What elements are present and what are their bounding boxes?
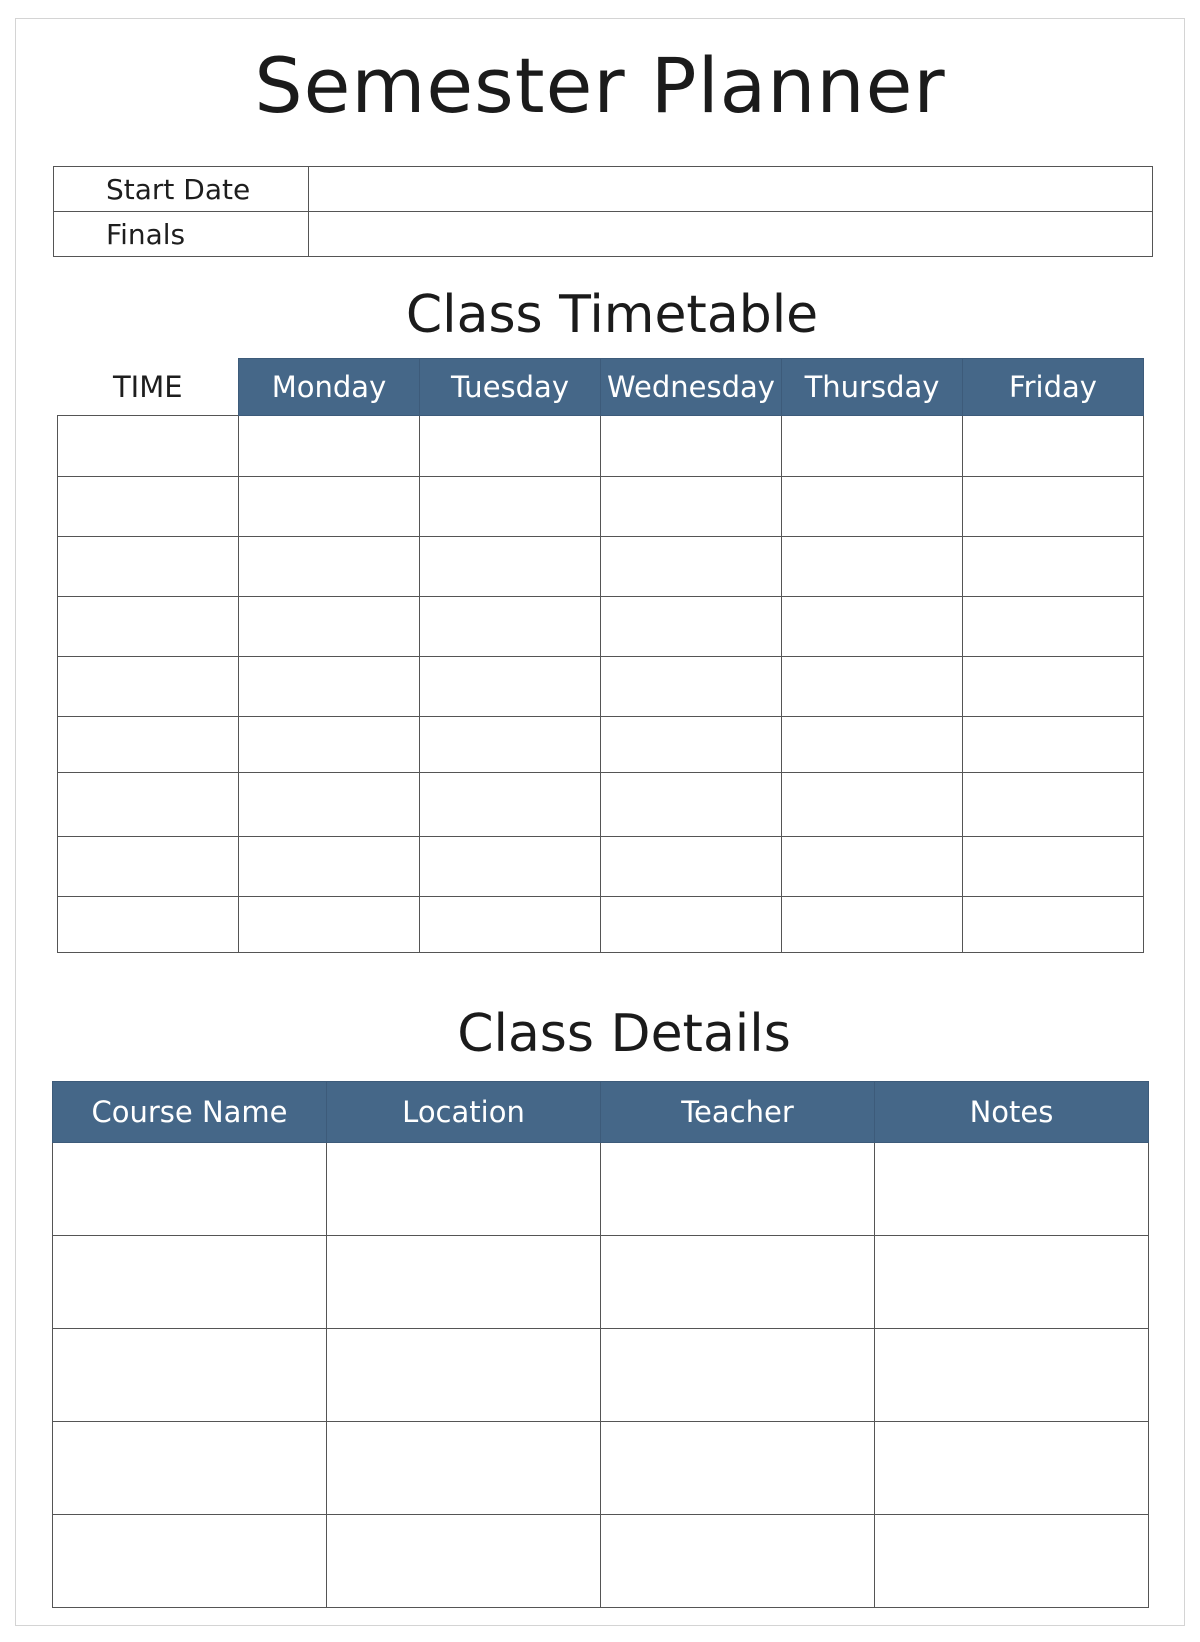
class-timetable [57,358,1144,953]
timetable-row [58,897,1144,953]
timetable-cell-monday[interactable] [239,897,420,953]
timetable-title: Class Timetable [405,285,819,345]
details-body [53,1143,1149,1608]
details-cell-notes[interactable] [875,1329,1149,1422]
timetable-cell-wednesday[interactable] [601,537,782,597]
timetable-row [58,416,1144,477]
timetable-cell-friday[interactable] [963,597,1144,657]
timetable-cell-tuesday[interactable] [420,717,601,773]
timetable-cell-time[interactable] [58,773,239,837]
timetable-cell-wednesday[interactable] [601,657,782,717]
timetable-cell-friday[interactable] [963,477,1144,537]
finals-label: Finals [54,212,309,257]
timetable-cell-thursday[interactable] [782,657,963,717]
details-cell-location[interactable] [327,1236,601,1329]
details-cell-course-name[interactable] [53,1422,327,1515]
timetable-cell-wednesday[interactable] [601,416,782,477]
timetable-cell-monday[interactable] [239,773,420,837]
course-name-header: Course Name [53,1082,327,1143]
timetable-cell-time[interactable] [58,837,239,897]
details-cell-teacher[interactable] [601,1143,875,1236]
details-cell-location[interactable] [327,1329,601,1422]
day-header-thursday: Thursday [782,359,963,416]
timetable-row [58,773,1144,837]
timetable-cell-friday[interactable] [963,416,1144,477]
details-cell-notes[interactable] [875,1515,1149,1608]
details-cell-location[interactable] [327,1422,601,1515]
timetable-cell-monday[interactable] [239,837,420,897]
timetable-cell-thursday[interactable] [782,773,963,837]
timetable-cell-thursday[interactable] [782,717,963,773]
timetable-cell-monday[interactable] [239,537,420,597]
timetable-row [58,717,1144,773]
day-header-monday: Monday [239,359,420,416]
timetable-cell-wednesday[interactable] [601,597,782,657]
timetable-cell-wednesday[interactable] [601,717,782,773]
timetable-row [58,477,1144,537]
start-date-field[interactable] [309,167,1153,212]
timetable-cell-monday[interactable] [239,657,420,717]
timetable-row [58,597,1144,657]
timetable-cell-wednesday[interactable] [601,837,782,897]
timetable-row [58,837,1144,897]
finals-row [54,212,1153,257]
details-title: Class Details [457,1004,791,1064]
details-row [53,1143,1149,1236]
timetable-row [58,657,1144,717]
timetable-body [58,416,1144,953]
timetable-cell-thursday[interactable] [782,837,963,897]
details-cell-teacher[interactable] [601,1329,875,1422]
page-title: Semester Planner [254,41,946,130]
details-cell-course-name[interactable] [53,1143,327,1236]
timetable-cell-tuesday[interactable] [420,537,601,597]
teacher-header: Teacher [601,1082,875,1143]
timetable-cell-friday[interactable] [963,717,1144,773]
timetable-cell-thursday[interactable] [782,597,963,657]
notes-header: Notes [875,1082,1149,1143]
timetable-cell-tuesday[interactable] [420,773,601,837]
timetable-cell-tuesday[interactable] [420,897,601,953]
timetable-cell-friday[interactable] [963,897,1144,953]
start-date-row [54,167,1153,212]
details-row [53,1236,1149,1329]
details-cell-location[interactable] [327,1515,601,1608]
timetable-cell-time[interactable] [58,897,239,953]
details-cell-teacher[interactable] [601,1236,875,1329]
details-cell-notes[interactable] [875,1422,1149,1515]
timetable-cell-thursday[interactable] [782,477,963,537]
timetable-cell-tuesday[interactable] [420,657,601,717]
timetable-cell-time[interactable] [58,597,239,657]
details-header-row [53,1082,1149,1143]
details-cell-location[interactable] [327,1143,601,1236]
details-cell-teacher[interactable] [601,1515,875,1608]
details-cell-course-name[interactable] [53,1236,327,1329]
day-header-tuesday: Tuesday [420,359,601,416]
details-cell-notes[interactable] [875,1143,1149,1236]
details-cell-teacher[interactable] [601,1422,875,1515]
timetable-cell-monday[interactable] [239,477,420,537]
timetable-cell-thursday[interactable] [782,537,963,597]
details-row [53,1422,1149,1515]
timetable-row [58,537,1144,597]
timetable-cell-monday[interactable] [239,597,420,657]
day-header-friday: Friday [963,359,1144,416]
timetable-cell-thursday[interactable] [782,897,963,953]
timetable-cell-friday[interactable] [963,657,1144,717]
timetable-cell-tuesday[interactable] [420,837,601,897]
timetable-cell-friday[interactable] [963,537,1144,597]
finals-field[interactable] [309,212,1153,257]
day-header-wednesday: Wednesday [601,359,782,416]
timetable-cell-thursday[interactable] [782,416,963,477]
timetable-cell-time[interactable] [58,717,239,773]
location-header: Location [327,1082,601,1143]
details-row [53,1515,1149,1608]
timetable-cell-monday[interactable] [239,717,420,773]
start-date-label: Start Date [54,167,309,212]
timetable-cell-tuesday[interactable] [420,416,601,477]
timetable-cell-time[interactable] [58,416,239,477]
dates-table [53,166,1153,257]
timetable-cell-wednesday[interactable] [601,773,782,837]
details-cell-notes[interactable] [875,1236,1149,1329]
timetable-cell-monday[interactable] [239,416,420,477]
timetable-cell-time[interactable] [58,477,239,537]
timetable-cell-tuesday[interactable] [420,597,601,657]
time-column-header: TIME [112,369,183,404]
class-details-table [52,1081,1149,1608]
timetable-cell-friday[interactable] [963,837,1144,897]
timetable-cell-wednesday[interactable] [601,477,782,537]
details-cell-course-name[interactable] [53,1329,327,1422]
timetable-header-row [58,359,1144,416]
details-row [53,1329,1149,1422]
timetable-cell-friday[interactable] [963,773,1144,837]
timetable-cell-time[interactable] [58,657,239,717]
timetable-cell-time[interactable] [58,537,239,597]
timetable-cell-tuesday[interactable] [420,477,601,537]
details-cell-course-name[interactable] [53,1515,327,1608]
timetable-cell-wednesday[interactable] [601,897,782,953]
